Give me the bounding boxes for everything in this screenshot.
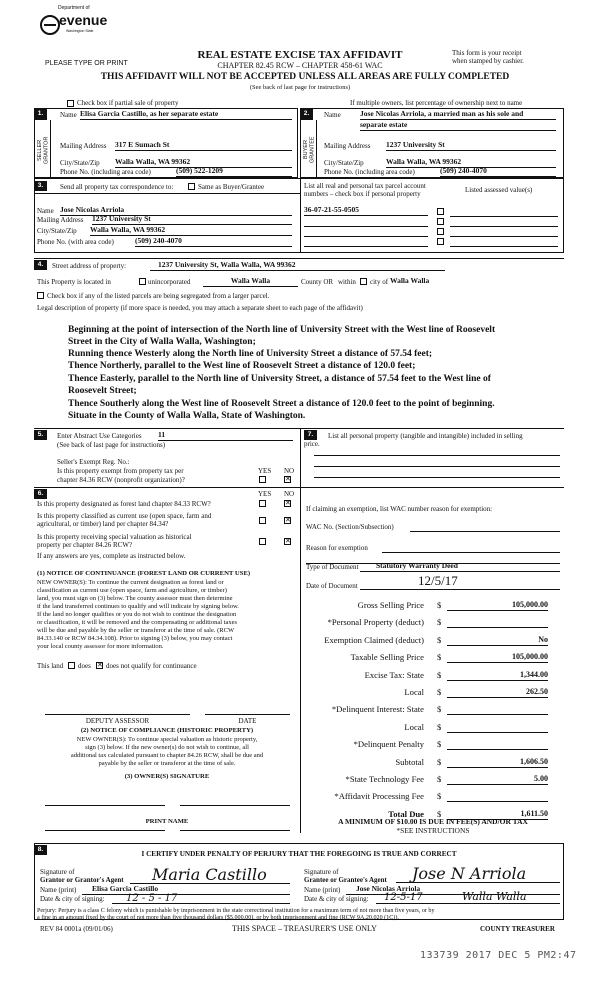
grantee-sig-of: Signature of [304, 868, 339, 876]
buyer-name-label: Name [324, 111, 341, 119]
tax-row-dollar: $ [437, 808, 442, 819]
tax-row-dollar: $ [437, 617, 442, 628]
s6-q2-yes-checkbox[interactable] [259, 517, 266, 524]
certify-statement: I CERTIFY UNDER PENALTY OF PERJURY THAT THE FOREGOING IS TRUE AND CORRECT [141, 850, 457, 858]
section-7-tag: 7. [304, 430, 317, 440]
multiple-owners-note: If multiple owners, list percentage of ownership next to name [350, 99, 523, 107]
unincorporated-checkbox[interactable] [139, 278, 146, 285]
corr-name[interactable]: Jose Nicolas Arriola [60, 206, 292, 216]
assessed-header: Listed assessed value(s) [465, 186, 533, 194]
tax-row-dollar: $ [437, 669, 442, 680]
notice2-line-1: NEW OWNER(S): To continue special valuation as historic property, [76, 736, 258, 743]
parcel-header-2: numbers – check box if personal property [304, 190, 421, 198]
unincorporated-label: unincorporated [148, 278, 191, 286]
corr-phone-label: Phone No. (with area code) [37, 238, 114, 246]
notice2-line-2: sign (3) below. If the new owner(s) do not wish to continue, all [85, 744, 249, 751]
section-2-tag: 2. [300, 108, 313, 120]
exempt-reg-label: Seller's Exempt Reg. No.: [57, 458, 130, 466]
s6-q3-yes-checkbox[interactable] [259, 538, 266, 545]
grantor-date-city-label: Date & city of signing: [40, 895, 105, 903]
minimum-note-1: A MINIMUM OF $10.00 IS DUE IN FEE(S) AND/OR TAX [338, 817, 528, 826]
within-label: within [338, 278, 356, 286]
s5-yes-label: YES [258, 467, 272, 475]
notice1-line-1: NEW OWNER(S): To continue the current designation as forest land or [37, 579, 224, 586]
s6-q2-line1: Is this property classified as current use (open space, farm and [37, 512, 212, 520]
s6-note: If any answers are yes, complete as instructed below. [37, 552, 186, 560]
s6-q2-line2: agricultural, or timber) land per chapter 84.34? [37, 520, 169, 528]
buyer-phone-label: Phone No. (including area code) [324, 168, 415, 176]
buyer-city-label: City/State/Zip [324, 159, 364, 167]
grantee-signature[interactable]: Jose N Arriola [396, 864, 560, 883]
corr-phone[interactable]: (509) 240-4070 [135, 237, 292, 247]
county-or-label: County OR [301, 278, 334, 286]
county-treasurer-label: COUNTY TREASURER [480, 925, 555, 933]
treasurer-use-label: THIS SPACE – TREASURER'S USE ONLY [232, 924, 377, 933]
within-city-checkbox[interactable] [360, 278, 367, 285]
tax-row-label: *Affidavit Processing Fee [334, 791, 424, 802]
same-as-buyer-checkbox[interactable] [188, 183, 195, 190]
street-address[interactable]: 1237 University St, Walla Walla, WA 99362 [150, 261, 445, 271]
personal-prop-label-1: List all personal property (tangible and intangible) included in selling [328, 432, 523, 440]
seller-phone-label: Phone No. (including area code) [60, 168, 151, 176]
segregated-label: Check box if any of the listed parcels are being segregated from a larger parcel. [47, 292, 270, 300]
city-name[interactable]: Walla Walla [390, 276, 430, 285]
tax-row-value[interactable] [447, 791, 548, 802]
tax-row-dollar: $ [437, 739, 442, 750]
s6-q3-no-checkbox[interactable] [284, 538, 291, 545]
notice1-line-6: or classification, it will be removed and the compensating or additional taxes [37, 619, 237, 626]
legal-line-5: Thence Easterly, parallel to the North line of University Street, a distance of 57.54 feet to the West line of [68, 374, 491, 384]
tax-row-value[interactable] [447, 739, 548, 750]
grantor-agent-label: Grantor or Grantor's Agent [40, 876, 124, 884]
seller-name[interactable]: Elisa Garcia Castillo, as her separate estate [80, 110, 292, 120]
tax-row-dollar: $ [437, 756, 442, 767]
buyer-vert-label: BUYER GRANTEE [303, 136, 316, 164]
s5-q1-line2: chapter 84.36 RCW (nonprofit organization)? [57, 476, 185, 484]
corr-mailing-label: Mailing Address [37, 216, 84, 224]
section-8-tag: 8. [34, 845, 47, 855]
buyer-mailing[interactable]: 1237 University St [386, 141, 556, 151]
tax-row-value[interactable] [447, 704, 548, 715]
receipt-stamp: 133739 2017 DEC 5 PM2:47 [420, 950, 577, 961]
tax-row-dollar: $ [437, 791, 442, 802]
dor-logo [40, 4, 106, 40]
tax-row-dollar: $ [437, 634, 442, 645]
section-6-tag: 6. [34, 489, 47, 499]
tax-row-dollar: $ [437, 600, 442, 610]
corr-city-label: City/State/Zip [37, 227, 77, 235]
s5-q1-line1: Is this property exempt from property tax per [57, 467, 184, 475]
form-instructions: (See back of last page for instructions) [249, 84, 351, 91]
form-chapter: CHAPTER 82.45 RCW – CHAPTER 458-61 WAC [217, 61, 383, 70]
correspondence-label: Send all property tax correspondence to: [60, 183, 174, 191]
tax-row-value[interactable]: 105,000.00 [447, 600, 548, 611]
abstract-use-value[interactable]: 11 [158, 431, 293, 441]
buyer-mailing-label: Mailing Address [324, 142, 371, 150]
s6-q3-line1: Is this property receiving special valuation as historical [37, 533, 192, 541]
seller-phone[interactable]: (509) 522-1209 [176, 167, 292, 177]
grantor-date-city[interactable]: 12 - 5 - 17 [112, 893, 290, 904]
exemption-label: If claiming an exemption, list WAC number reason for exemption: [306, 505, 493, 513]
doc-type[interactable]: Statutory Warranty Deed [360, 562, 560, 572]
parcel-header-1: List all real and personal tax parcel account [304, 182, 426, 190]
street-label: Street address of property: [52, 262, 127, 270]
grantee-name[interactable]: Jose Nicolas Arriola [346, 885, 560, 895]
tax-row-value[interactable]: 1,606.50 [447, 757, 548, 768]
tax-row-label: Subtotal [395, 756, 424, 767]
tax-row-label: Excise Tax: State [364, 669, 424, 680]
legal-line-6: Roosevelt Street; [68, 386, 137, 396]
legal-line-2: Street in the City of Walla Walla, Washington; [68, 337, 256, 347]
s6-no-label: NO [284, 490, 295, 498]
grantor-sig-of: Signature of [40, 868, 75, 876]
doc-type-label: Type of Document [306, 563, 359, 571]
legal-label: Legal description of property (if more space is needed, you may attach a separate sheet to each page of the affidavit) [37, 304, 363, 312]
notice1-line-5: If the land no longer qualifies or you do not wish to continue the designation [37, 611, 237, 618]
doc-date[interactable]: 12/5/17 [360, 574, 560, 590]
partial-sale-checkbox[interactable] [67, 100, 74, 107]
grantor-name[interactable]: Elisa Garcia Castillo [82, 885, 290, 895]
grantee-agent-label: Grantee or Grantee's Agent [304, 876, 387, 884]
tax-row-value[interactable]: 1,344.00 [447, 670, 548, 681]
notice1-title: (1) NOTICE OF CONTINUANCE (FOREST LAND OR CURRENT USE) [37, 570, 251, 577]
s6-q1-no-checkbox[interactable] [284, 500, 291, 507]
this-land-label: This land [37, 662, 64, 670]
tax-row-dollar: $ [437, 704, 442, 715]
s6-yes-label: YES [258, 490, 272, 498]
corr-mailing[interactable]: 1237 University St [92, 215, 292, 225]
tax-row-label: *State Technology Fee [345, 774, 424, 784]
s6-q2-no-checkbox[interactable] [284, 517, 291, 524]
form-title: REAL ESTATE EXCISE TAX AFFIDAVIT [197, 49, 403, 61]
deputy-assessor-label: DEPUTY ASSESSOR [85, 717, 150, 725]
tax-row-label: *Delinquent Interest: State [331, 704, 424, 715]
notice1-line-3: land, you must sign on (3) below. The county assessor must then determine [37, 595, 233, 602]
tax-row-label: Taxable Selling Price [350, 652, 424, 663]
tax-row-label: Total Due [388, 808, 424, 819]
parcel-1[interactable]: 36-07-21-55-0505 [304, 206, 428, 216]
notice1-line-9: your local county assessor for more information. [37, 643, 164, 650]
section-5-tag: 5. [34, 430, 47, 440]
perjury-line-1: Perjury: Perjury is a class C felony which is punishable by imprisonment in the state correctional institution for a maximum term of not more than five years, or by [37, 908, 435, 914]
s5-q1-yes-checkbox[interactable] [259, 476, 266, 483]
city-of-label: city of [370, 278, 389, 286]
buyer-name-line2[interactable]: separate estate [360, 121, 556, 131]
tax-row-label: Gross Selling Price [357, 600, 424, 610]
notice1-line-7: will be due and payable by the seller or transferor at the time of sale. (RCW [37, 627, 235, 634]
receipt-note-2: when stamped by cashier. [452, 57, 524, 65]
tax-row-value[interactable]: 262.50 [447, 687, 548, 698]
buyer-phone[interactable]: (509) 240-4070 [440, 167, 556, 177]
segregated-checkbox[interactable] [37, 292, 44, 299]
notice1-line-2: classification as current use (open space, farm and agriculture, or timber) [37, 587, 227, 594]
tax-row-value[interactable] [447, 722, 548, 733]
grantee-city[interactable]: Walla Walla [462, 890, 527, 903]
tax-row-value[interactable]: 1,611.50 [447, 809, 548, 820]
minimum-note-2: *SEE INSTRUCTIONS [396, 826, 470, 835]
doc-date-label: Date of Document [306, 582, 358, 590]
s6-q1-yes-checkbox[interactable] [259, 500, 266, 507]
corr-name-label: Name [37, 207, 54, 215]
section-1-tag: 1. [34, 108, 47, 120]
owner-signature-label: (3) OWNER(S) SIGNATURE [124, 773, 210, 780]
notice1-line-4: if the land transferred continues to qualify and will indicate by signing below. [37, 603, 239, 610]
grantee-date-city-label: Date & city of signing: [304, 895, 369, 903]
tax-row-label: Local [404, 721, 424, 732]
receipt-note-1: This form is your receipt [452, 49, 522, 57]
parcel-4-personal-checkbox[interactable] [437, 238, 444, 245]
s6-q3-line2: property per chapter 84.26 RCW? [37, 541, 133, 549]
parcel-3-personal-checkbox[interactable] [437, 228, 444, 235]
same-as-buyer-label: Same as Buyer/Grantee [198, 183, 265, 191]
s5-q1-no-checkbox[interactable] [284, 476, 291, 483]
legal-line-7: Thence Southerly along the West line of Roosevelt Street a distance of 120.0 feet to the point of beginning. [68, 399, 495, 409]
logo-sub: Washington State [66, 29, 94, 33]
section-3-tag: 3. [34, 181, 47, 191]
s5-no-label: NO [284, 467, 295, 475]
assessor-date-label: DATE [238, 717, 257, 725]
tax-row-label: Exemption Claimed (deduct) [324, 634, 424, 645]
logo-top-text: Department of [58, 5, 90, 11]
legal-line-3: Running thence Westerly along the North line of University Street a distance of 57.54 feet; [68, 349, 433, 359]
wac-label: WAC No. (Section/Subsection) [306, 523, 394, 531]
notice2-line-3: additional tax calculated pursuant to chapter 84.26 RCW, shall be due and [70, 752, 264, 759]
section-4-tag: 4. [34, 260, 47, 270]
parcel-2-personal-checkbox[interactable] [437, 218, 444, 225]
s6-q1: Is this property designated as forest land chapter 84.33 RCW? [37, 500, 211, 508]
tax-row-value[interactable] [447, 617, 548, 628]
abstract-use-note: (See back of last page for instructions) [57, 441, 166, 449]
corr-city[interactable]: Walla Walla, WA 99362 [90, 226, 292, 236]
grantee-date[interactable]: 12-5-17 [384, 892, 423, 903]
grantor-signature[interactable]: Maria Castillo [130, 866, 290, 884]
seller-name-label: Name [60, 111, 77, 119]
parcel-1-personal-checkbox[interactable] [437, 208, 444, 215]
located-label: This Property is located in [37, 278, 111, 286]
tax-row-label: *Delinquent Penalty [353, 739, 424, 750]
does-not-label: does not qualify for continuance [106, 662, 197, 670]
print-name-label: PRINT NAME [145, 818, 189, 825]
notice2-line-4: payable by the seller or transferor at the time of sale. [98, 760, 236, 767]
tax-row-dollar: $ [437, 774, 442, 784]
does-label: does [78, 662, 91, 670]
county-name[interactable]: Walla Walla [203, 277, 298, 287]
tax-row-value[interactable]: 105,000.00 [447, 652, 548, 663]
logo-word: evenue [59, 12, 108, 28]
grantor-name-print-label: Name (print) [40, 886, 77, 894]
tax-row-dollar: $ [437, 721, 442, 732]
please-type-label: PLEASE TYPE OR PRINT [45, 60, 128, 67]
notice1-line-8: 84.33.140 or RCW 84.34.108). Prior to signing (3) below, you may contact [37, 635, 233, 642]
tax-row-dollar: $ [437, 687, 442, 697]
legal-line-4: Thence Northerly, parallel to the West line of Roosevelt Street a distance of 120.0 feet; [68, 361, 416, 371]
buyer-name-line1[interactable]: Jose Nicolas Arriola, a married man as his sole and [360, 110, 556, 120]
notice2-title: (2) NOTICE OF COMPLIANCE (HISTORIC PROPERTY) [80, 727, 254, 734]
tax-row-value[interactable]: No [447, 635, 548, 646]
seller-city[interactable]: Walla Walla, WA 99362 [115, 158, 292, 168]
buyer-city[interactable]: Walla Walla, WA 99362 [386, 158, 556, 168]
tax-row-dollar: $ [437, 652, 442, 663]
abstract-use-label: Enter Abstract Use Categories [57, 432, 142, 440]
land-does-checkbox[interactable] [68, 662, 75, 669]
grantee-name-print-label: Name (print) [304, 886, 341, 894]
legal-line-8: Situate in the County of Walla Walla, State of Washington. [68, 411, 306, 421]
personal-prop-label-2: price. [304, 440, 320, 448]
land-does-not-checkbox[interactable] [96, 662, 103, 669]
rev-label: REV 84 0001a (09/01/06) [40, 925, 113, 933]
perjury-line-2: a fine in an amount fixed by the court of not more than five thousand dollars ($5,000.00), or by both imprisonment and fine (RCW 9A.20.020 (1C)). [37, 915, 399, 921]
tax-row-label: Local [404, 687, 424, 697]
legal-line-1: Beginning at the point of intersection of the North line of University Street with the West line of Roosevelt [68, 325, 496, 335]
tax-row-value[interactable]: 5.00 [447, 774, 548, 785]
seller-mailing-label: Mailing Address [60, 142, 107, 150]
tax-row-label: *Personal Property (deduct) [327, 617, 424, 628]
form-warning: THIS AFFIDAVIT WILL NOT BE ACCEPTED UNLESS ALL AREAS ARE FULLY COMPLETED [100, 72, 510, 82]
seller-mailing[interactable]: 317 E Sumach St [115, 141, 292, 151]
reason-label: Reason for exemption [306, 544, 368, 552]
seller-city-label: City/State/Zip [60, 159, 100, 167]
seller-vert-label: SELLER GRANTOR [37, 136, 50, 164]
partial-sale-label: Check box if partial sale of property [77, 99, 179, 107]
